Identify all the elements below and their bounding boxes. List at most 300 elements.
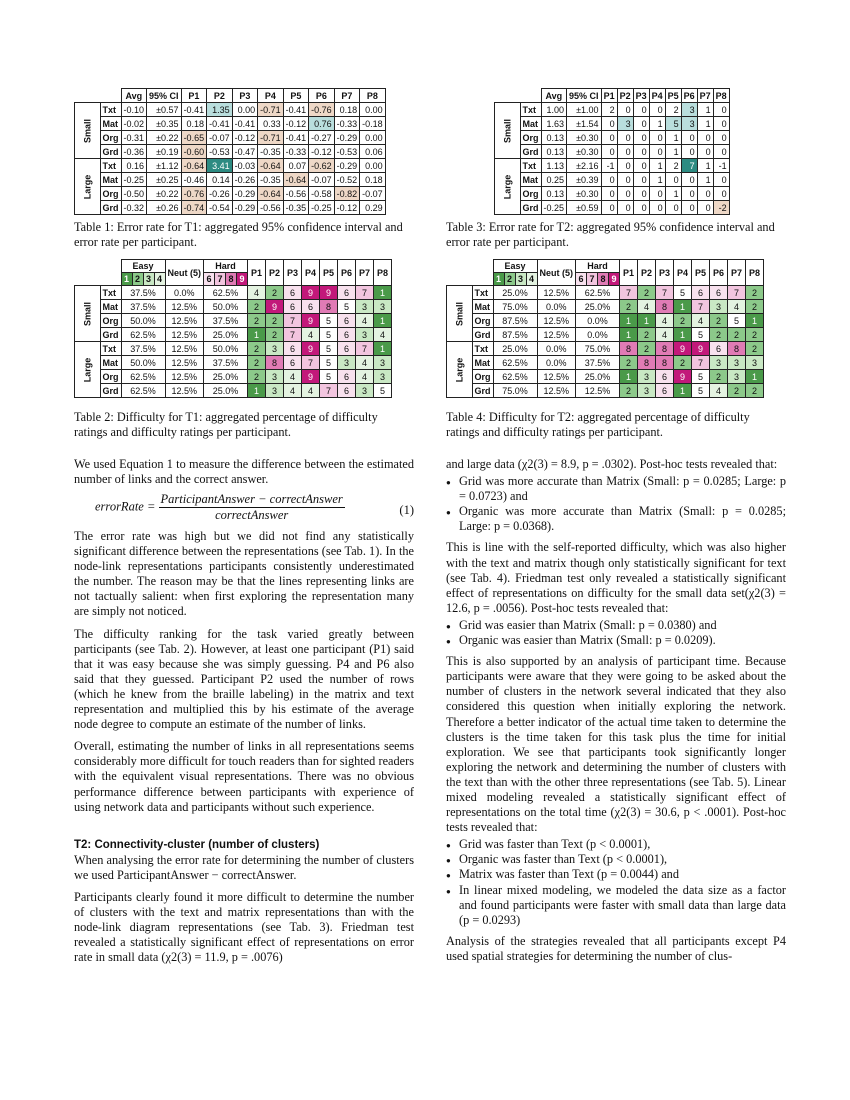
rating-cell: 2 bbox=[248, 356, 266, 370]
rating-cell: 1 bbox=[674, 384, 692, 398]
rating-cell: 9 bbox=[674, 370, 692, 384]
table-row bbox=[75, 103, 386, 117]
table-cell: 0 bbox=[713, 145, 729, 159]
table-2-caption: Table 2: Difficulty for T1: aggregated percentage of difficulty ratings and difficulty ratings per participant. bbox=[74, 410, 378, 439]
column-header: P2 bbox=[638, 260, 656, 286]
column-header: P3 bbox=[284, 260, 302, 286]
column-header: P2 bbox=[617, 89, 633, 103]
rating-cell: 6 bbox=[692, 286, 710, 300]
column-header: P8 bbox=[713, 89, 729, 103]
group-label-text: Large bbox=[454, 357, 465, 382]
column-header: P7 bbox=[728, 260, 746, 286]
neutral-percent: 12.5% bbox=[165, 356, 204, 370]
easy-header bbox=[493, 260, 537, 286]
table-cell: 1 bbox=[697, 159, 713, 173]
easy-header bbox=[121, 260, 165, 286]
rating-cell: 6 bbox=[338, 328, 356, 342]
neutral-percent: 0.0% bbox=[165, 286, 204, 300]
table-row bbox=[495, 117, 730, 131]
rating-cell: 3 bbox=[356, 384, 374, 398]
column-header: P8 bbox=[746, 260, 764, 286]
table-cell: -0.25 bbox=[121, 173, 147, 187]
row-label: Mat bbox=[100, 356, 121, 370]
hard-header bbox=[576, 260, 620, 286]
table-cell: ±0.26 bbox=[147, 201, 182, 215]
table-cell: 0 bbox=[617, 145, 633, 159]
hard-percent: 37.5% bbox=[576, 356, 620, 370]
table-cell: -0.62 bbox=[309, 159, 335, 173]
rating-cell: 3 bbox=[356, 328, 374, 342]
rating-cell: 2 bbox=[728, 328, 746, 342]
rating-cell: 6 bbox=[284, 342, 302, 356]
table-cell: 0 bbox=[633, 145, 649, 159]
neutral-percent: 12.5% bbox=[165, 384, 204, 398]
table-cell: 1.13 bbox=[541, 159, 567, 173]
table-cell: 0 bbox=[649, 145, 665, 159]
row-label: Txt bbox=[100, 286, 121, 300]
column-header: P1 bbox=[601, 89, 617, 103]
bullet-item: ● In linear mixed modeling, we modeled the data size as a factor and found participants were faster with small data than large data (p = 0.0293) bbox=[459, 883, 786, 928]
easy-scale-number: 3 bbox=[143, 273, 154, 285]
table-row bbox=[75, 328, 392, 342]
table-row bbox=[495, 145, 730, 159]
table-cell: 0 bbox=[681, 131, 697, 145]
table-cell: ±0.39 bbox=[567, 173, 602, 187]
rating-cell: 2 bbox=[638, 342, 656, 356]
table-cell: 0.13 bbox=[541, 131, 567, 145]
table-cell: 1 bbox=[649, 159, 665, 173]
table-cell: -0.64 bbox=[181, 159, 207, 173]
table-cell: 0 bbox=[649, 187, 665, 201]
row-label: Grd bbox=[472, 328, 493, 342]
easy-percent: 50.0% bbox=[121, 356, 165, 370]
rating-cell: 1 bbox=[674, 328, 692, 342]
table-cell: 0 bbox=[681, 201, 697, 215]
easy-percent: 87.5% bbox=[493, 314, 537, 328]
rating-cell: 7 bbox=[620, 286, 638, 300]
column-header: P4 bbox=[674, 260, 692, 286]
table-1-caption: Table 1: Error rate for T1: aggregated 95% confidence interval and error rate per participant. bbox=[74, 220, 403, 249]
column-header: P3 bbox=[656, 260, 674, 286]
table-row bbox=[495, 131, 730, 145]
hard-label: Hard bbox=[587, 261, 608, 271]
table-cell: -0.07 bbox=[207, 131, 233, 145]
table-row bbox=[75, 117, 386, 131]
table-row bbox=[75, 370, 392, 384]
table-cell: 0 bbox=[633, 187, 649, 201]
paragraph: Participants clearly found it more difficult to determine the number of clusters with the text and matrix representations than with the node-link diagram representations (see Tab. 3). Friedman test revealed a statistically significant effect of representations on error rate in small data (χ2(3) = 11.9, p = .0076) bbox=[74, 889, 414, 965]
easy-scale-number: 3 bbox=[515, 273, 526, 285]
table-cell: -0.41 bbox=[283, 103, 309, 117]
rating-cell: 2 bbox=[746, 342, 764, 356]
group-label bbox=[75, 103, 101, 159]
column-header: P1 bbox=[620, 260, 638, 286]
rating-cell: 6 bbox=[656, 370, 674, 384]
table-2 bbox=[74, 259, 392, 398]
table-cell: 0.07 bbox=[283, 159, 309, 173]
table-cell: -0.65 bbox=[181, 131, 207, 145]
row-label: Org bbox=[100, 187, 121, 201]
table-cell: 0 bbox=[649, 103, 665, 117]
rating-cell: 5 bbox=[320, 314, 338, 328]
rating-cell: 1 bbox=[374, 314, 392, 328]
table-cell: 2 bbox=[665, 103, 681, 117]
rating-cell: 3 bbox=[266, 342, 284, 356]
table-3-caption: Table 3: Error rate for T2: aggregated 95% confidence interval and error rate per participant. bbox=[446, 220, 775, 249]
table-cell: 0 bbox=[649, 201, 665, 215]
table-cell: -0.35 bbox=[283, 201, 309, 215]
hard-scale-number: 7 bbox=[586, 273, 597, 285]
table-row bbox=[75, 356, 392, 370]
table-row bbox=[75, 159, 386, 173]
table-row bbox=[75, 173, 386, 187]
rating-cell: 2 bbox=[746, 328, 764, 342]
rating-cell: 4 bbox=[692, 314, 710, 328]
paragraph: Overall, estimating the number of links in all representations seems considerably more difficult for touch readers than for sighted readers with the equivalent visual representations. There was no obvious performance difference between participants with experience of using network data and participants without such experience. bbox=[74, 739, 414, 814]
rating-cell: 4 bbox=[374, 328, 392, 342]
table-3 bbox=[494, 88, 730, 215]
table-cell: ±0.22 bbox=[147, 131, 182, 145]
neutral-percent: 12.5% bbox=[165, 328, 204, 342]
table-cell: -0.12 bbox=[232, 131, 258, 145]
rating-cell: 1 bbox=[248, 384, 266, 398]
rating-cell: 9 bbox=[302, 370, 320, 384]
table-cell: ±0.25 bbox=[147, 173, 182, 187]
table-row bbox=[447, 300, 764, 314]
row-label: Txt bbox=[100, 103, 121, 117]
table-cell: -0.41 bbox=[207, 117, 233, 131]
table-cell: 0.13 bbox=[541, 145, 567, 159]
blank-header bbox=[100, 89, 121, 103]
bullet-list bbox=[446, 474, 786, 534]
bullet-item: ● Grid was more accurate than Matrix (Small: p = 0.0285; Large: p = 0.0723) and bbox=[459, 474, 786, 504]
table-cell: 0 bbox=[681, 187, 697, 201]
table-cell: ±0.30 bbox=[567, 131, 602, 145]
table-cell: -0.33 bbox=[283, 145, 309, 159]
row-label: Mat bbox=[100, 173, 121, 187]
table-cell: 0.33 bbox=[258, 117, 284, 131]
rating-cell: 4 bbox=[356, 314, 374, 328]
rating-cell: 2 bbox=[746, 384, 764, 398]
table-4 bbox=[446, 259, 764, 398]
equation-denominator: correctAnswer bbox=[215, 508, 289, 522]
table-cell: 3 bbox=[681, 117, 697, 131]
table-cell: -0.71 bbox=[258, 103, 284, 117]
row-label: Grd bbox=[472, 384, 493, 398]
table-cell: 1.63 bbox=[541, 117, 567, 131]
neutral-percent: 0.0% bbox=[537, 300, 576, 314]
table-cell: 0 bbox=[633, 159, 649, 173]
easy-percent: 62.5% bbox=[493, 370, 537, 384]
rating-cell: 6 bbox=[338, 286, 356, 300]
rating-cell: 2 bbox=[710, 370, 728, 384]
table-row bbox=[75, 300, 392, 314]
column-header: 95% CI bbox=[147, 89, 182, 103]
left-column-text bbox=[74, 457, 414, 494]
rating-cell: 5 bbox=[374, 384, 392, 398]
easy-scale-number: 4 bbox=[154, 273, 165, 285]
equation-fraction bbox=[159, 492, 345, 523]
table-cell: ±1.00 bbox=[567, 103, 602, 117]
easy-scale-number: 1 bbox=[122, 273, 132, 285]
rating-cell: 4 bbox=[302, 328, 320, 342]
rating-cell: 2 bbox=[266, 328, 284, 342]
neutral-percent: 12.5% bbox=[537, 384, 576, 398]
column-header: P7 bbox=[356, 260, 374, 286]
table-cell: -0.12 bbox=[283, 117, 309, 131]
column-header: P6 bbox=[338, 260, 356, 286]
table-cell: -0.50 bbox=[121, 187, 147, 201]
table-cell: 0 bbox=[617, 159, 633, 173]
bullet-item: ● Grid was easier than Matrix (Small: p = 0.0380) and bbox=[459, 618, 786, 633]
table-cell: ±1.12 bbox=[147, 159, 182, 173]
neutral-header: Neut (5) bbox=[537, 260, 576, 286]
table-cell: -0.35 bbox=[258, 145, 284, 159]
rating-cell: 5 bbox=[320, 328, 338, 342]
easy-percent: 62.5% bbox=[121, 384, 165, 398]
table-cell: 1 bbox=[697, 103, 713, 117]
rating-cell: 4 bbox=[356, 356, 374, 370]
table-row bbox=[447, 384, 764, 398]
row-label: Grd bbox=[100, 384, 121, 398]
table-cell: 0 bbox=[601, 173, 617, 187]
rating-cell: 6 bbox=[338, 342, 356, 356]
rating-cell: 6 bbox=[284, 286, 302, 300]
easy-scale-number: 2 bbox=[132, 273, 143, 285]
rating-cell: 8 bbox=[656, 300, 674, 314]
rating-cell: 2 bbox=[620, 356, 638, 370]
neutral-percent: 12.5% bbox=[165, 314, 204, 328]
rating-cell: 9 bbox=[320, 286, 338, 300]
hard-label: Hard bbox=[215, 261, 236, 271]
table-row bbox=[447, 286, 764, 300]
hard-percent: 62.5% bbox=[576, 286, 620, 300]
hard-percent: 37.5% bbox=[204, 314, 248, 328]
table-cell: -0.18 bbox=[360, 117, 386, 131]
easy-scale-number: 2 bbox=[504, 273, 515, 285]
table-cell: 0 bbox=[665, 173, 681, 187]
table-cell: -0.71 bbox=[258, 131, 284, 145]
bullet-item: ● Grid was faster than Text (p < 0.0001), bbox=[459, 837, 786, 852]
neutral-percent: 12.5% bbox=[537, 286, 576, 300]
rating-cell: 6 bbox=[284, 356, 302, 370]
hard-percent: 25.0% bbox=[204, 384, 248, 398]
row-label: Org bbox=[100, 131, 121, 145]
paragraph: This is line with the self-reported difficulty, which was also higher with the text and matrix though only statistically significant for text (see Tab. 4). Friedman test only revealed a statistically significant effect of representations on difficulty for the small data set(χ2(3) = 12.6, p = .0056). Post-hoc tests revealed that: bbox=[446, 540, 786, 615]
equation-1: errorRate = $\frac{\text{ParticipantAnswer − correctAnswer}}{\text{correctAnswer}}$ (1) bbox=[95, 492, 414, 522]
easy-percent: 25.0% bbox=[493, 342, 537, 356]
row-label: Txt bbox=[100, 342, 121, 356]
table-row bbox=[447, 370, 764, 384]
hard-scale-number: 9 bbox=[236, 273, 247, 285]
easy-scale-number: 1 bbox=[494, 273, 504, 285]
bullet-list bbox=[446, 618, 786, 648]
hard-percent: 37.5% bbox=[204, 356, 248, 370]
rating-cell: 3 bbox=[266, 384, 284, 398]
table-cell: 0 bbox=[713, 173, 729, 187]
table-cell: -0.53 bbox=[207, 145, 233, 159]
column-header: P5 bbox=[283, 89, 309, 103]
table-cell: -0.56 bbox=[258, 201, 284, 215]
table-cell: 0.25 bbox=[541, 173, 567, 187]
bullet-item: ● Matrix was faster than Text (p = 0.0044) and bbox=[459, 867, 786, 882]
table-cell: 1.35 bbox=[207, 103, 233, 117]
rating-cell: 5 bbox=[338, 300, 356, 314]
rating-cell: 3 bbox=[374, 300, 392, 314]
easy-percent: 75.0% bbox=[493, 300, 537, 314]
rating-cell: 2 bbox=[638, 286, 656, 300]
rating-cell: 2 bbox=[674, 356, 692, 370]
table-cell: 0 bbox=[617, 131, 633, 145]
rating-cell: 4 bbox=[728, 300, 746, 314]
rating-cell: 1 bbox=[620, 328, 638, 342]
column-header: P8 bbox=[360, 89, 386, 103]
table-cell: -0.12 bbox=[309, 145, 335, 159]
table-cell: 0 bbox=[713, 131, 729, 145]
table-cell: -0.29 bbox=[334, 131, 360, 145]
rating-cell: 9 bbox=[692, 342, 710, 356]
rating-cell: 6 bbox=[338, 314, 356, 328]
rating-cell: 4 bbox=[638, 300, 656, 314]
rating-cell: 8 bbox=[266, 356, 284, 370]
table-cell: 0 bbox=[633, 103, 649, 117]
column-header: P2 bbox=[266, 260, 284, 286]
rating-cell: 2 bbox=[248, 300, 266, 314]
table-cell: 0 bbox=[697, 145, 713, 159]
table-cell: 3 bbox=[617, 117, 633, 131]
rating-cell: 3 bbox=[710, 300, 728, 314]
blank-header bbox=[447, 260, 494, 286]
table-cell: 0 bbox=[601, 187, 617, 201]
table-cell: ±0.35 bbox=[147, 117, 182, 131]
table-cell: -0.29 bbox=[232, 187, 258, 201]
rating-cell: 7 bbox=[302, 356, 320, 370]
table-cell: 0 bbox=[697, 131, 713, 145]
equation-number: (1) bbox=[399, 503, 414, 517]
rating-cell: 4 bbox=[356, 370, 374, 384]
table-row bbox=[75, 145, 386, 159]
table-cell: 0 bbox=[633, 201, 649, 215]
easy-percent: 25.0% bbox=[493, 286, 537, 300]
hard-scale-number: 6 bbox=[576, 273, 586, 285]
blank-header bbox=[520, 89, 541, 103]
table-row bbox=[75, 187, 386, 201]
neutral-percent: 0.0% bbox=[537, 356, 576, 370]
table-row bbox=[495, 159, 730, 173]
table-cell: 5 bbox=[665, 117, 681, 131]
group-label-text: Small bbox=[502, 118, 513, 143]
rating-cell: 5 bbox=[692, 384, 710, 398]
rating-cell: 7 bbox=[356, 342, 374, 356]
table-cell: 0 bbox=[649, 131, 665, 145]
rating-cell: 2 bbox=[620, 384, 638, 398]
rating-cell: 1 bbox=[746, 370, 764, 384]
table-row bbox=[75, 131, 386, 145]
column-header: P1 bbox=[181, 89, 207, 103]
table-cell: 0 bbox=[713, 103, 729, 117]
table-cell: ±0.59 bbox=[567, 201, 602, 215]
row-label: Txt bbox=[520, 159, 541, 173]
paragraph: This is also supported by an analysis of participant time. Because participants were aware that they were going to be asked about the number of clusters in the network several indicated that they also considered this question when initially exploring the network. Therefore a better indicator of the actual time taken to determine the clusters is the time taken for this task plus the time for initial exploration. We see that participants took significantly longer exploring the network and determining the number of clusters with the text than with the other three representations (see Tab. 5). Linear mixed modeling revealed a statistically significant effect of representations on the total time (χ2(3) = 30.6, p < .0001). Post-hoc tests revealed that: bbox=[446, 654, 786, 835]
table-1 bbox=[74, 88, 386, 215]
table-row bbox=[75, 342, 392, 356]
table-cell: -0.03 bbox=[232, 159, 258, 173]
group-label bbox=[75, 342, 101, 398]
table-cell: -2 bbox=[713, 201, 729, 215]
easy-percent: 62.5% bbox=[493, 356, 537, 370]
column-header: Avg bbox=[121, 89, 147, 103]
rating-cell: 3 bbox=[374, 370, 392, 384]
neutral-percent: 0.0% bbox=[537, 342, 576, 356]
table-cell: 0 bbox=[633, 117, 649, 131]
rating-cell: 4 bbox=[710, 384, 728, 398]
hard-scale-number: 7 bbox=[214, 273, 225, 285]
table-cell: 3 bbox=[681, 103, 697, 117]
row-label: Mat bbox=[520, 173, 541, 187]
table-cell: -0.31 bbox=[121, 131, 147, 145]
rating-cell: 6 bbox=[284, 300, 302, 314]
rating-cell: 2 bbox=[266, 314, 284, 328]
column-header: P1 bbox=[248, 260, 266, 286]
table-cell: -0.46 bbox=[181, 173, 207, 187]
column-header: P5 bbox=[692, 260, 710, 286]
column-header: P4 bbox=[649, 89, 665, 103]
column-header: Avg bbox=[541, 89, 567, 103]
table-cell: ±0.30 bbox=[567, 187, 602, 201]
column-header: P7 bbox=[697, 89, 713, 103]
table-cell: 1 bbox=[649, 117, 665, 131]
table-cell: -0.64 bbox=[283, 173, 309, 187]
rating-cell: 7 bbox=[320, 384, 338, 398]
rating-cell: 7 bbox=[692, 356, 710, 370]
rating-cell: 3 bbox=[356, 300, 374, 314]
easy-label: Easy bbox=[504, 261, 526, 271]
table-4-caption: Table 4: Difficulty for T2: aggregated percentage of difficulty ratings and difficulty ratings per participant. bbox=[446, 410, 750, 439]
column-header: P8 bbox=[374, 260, 392, 286]
group-label bbox=[447, 286, 473, 342]
rating-cell: 5 bbox=[320, 356, 338, 370]
rating-cell: 8 bbox=[620, 342, 638, 356]
rating-cell: 2 bbox=[248, 342, 266, 356]
table-cell: 1 bbox=[649, 173, 665, 187]
rating-cell: 9 bbox=[302, 342, 320, 356]
column-header: P5 bbox=[320, 260, 338, 286]
group-label-text: Large bbox=[82, 174, 93, 199]
left-column-text-2 bbox=[74, 529, 414, 972]
rating-cell: 4 bbox=[284, 370, 302, 384]
table-cell: 0 bbox=[617, 103, 633, 117]
hard-percent: 50.0% bbox=[204, 300, 248, 314]
hard-percent: 25.0% bbox=[204, 328, 248, 342]
equation-numerator: ParticipantAnswer − correctAnswer bbox=[160, 492, 343, 506]
hard-percent: 25.0% bbox=[576, 300, 620, 314]
table-cell: -0.76 bbox=[181, 187, 207, 201]
rating-cell: 1 bbox=[746, 314, 764, 328]
table-cell: 0 bbox=[665, 201, 681, 215]
row-label: Org bbox=[100, 314, 121, 328]
rating-cell: 1 bbox=[620, 314, 638, 328]
table-cell: 0 bbox=[617, 201, 633, 215]
easy-percent: 75.0% bbox=[493, 384, 537, 398]
group-label-text: Large bbox=[502, 174, 513, 199]
bullet-item: ● Organic was more accurate than Matrix (Small: p = 0.0285; Large: p = 0.0368). bbox=[459, 504, 786, 534]
group-label bbox=[75, 159, 101, 215]
column-header: P3 bbox=[633, 89, 649, 103]
table-cell: 0 bbox=[601, 145, 617, 159]
rating-cell: 2 bbox=[710, 328, 728, 342]
table-cell: ±0.57 bbox=[147, 103, 182, 117]
easy-label: Easy bbox=[132, 261, 154, 271]
